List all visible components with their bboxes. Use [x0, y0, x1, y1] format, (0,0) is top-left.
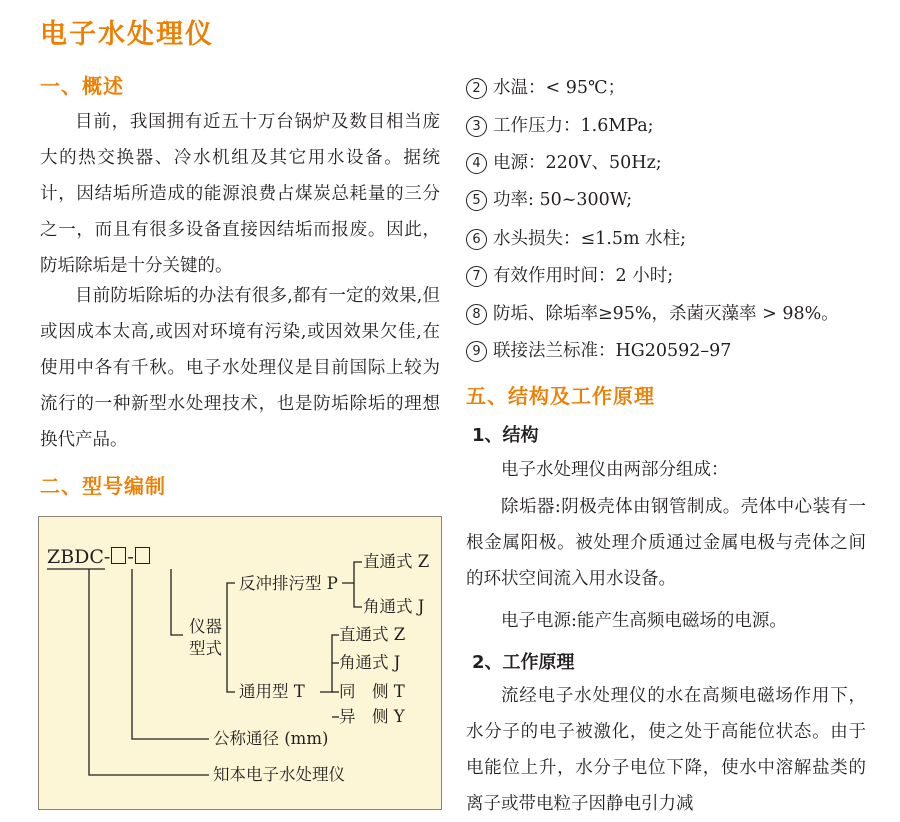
spec-text: 防垢、除垢率≥95%，杀菌灭藻率 > 98%。 — [493, 304, 839, 324]
circled-number: 5 — [466, 190, 487, 211]
circled-number: 8 — [466, 304, 487, 325]
circled-number: 9 — [466, 341, 487, 362]
label-same-side: 同 侧 T — [339, 682, 405, 701]
spec-item — [466, 304, 839, 325]
label-backflush: 反冲排污型 P — [239, 574, 338, 593]
spec-item — [466, 153, 662, 174]
spec-text: 电源：220V、50Hz; — [493, 153, 662, 173]
structure-paragraph-2: 除垢器:阴极壳体由钢管制成。壳体中心装有一根金属阳极。被处理介质通过金属电极与壳体之间的环状空间流入用水设备。 — [466, 497, 866, 589]
label-instrument: 仪器 — [189, 617, 222, 636]
structure-subheading: 1、结构 — [472, 425, 539, 446]
circled-number: 4 — [466, 153, 487, 174]
principle-subheading: 2、工作原理 — [472, 652, 575, 673]
overview-paragraph-1: 目前，我国拥有近五十万台锅炉及数目相当庞大的热交换器、冷水机组及其它用水设备。据统计，因结垢所造成的能源浪费占煤炭总耗量的三分之一，而且有很多设备直接因结垢而报废。因此，防垢除垢是十分关键的。 — [40, 112, 440, 276]
label-straight-z-2: 直通式 Z — [339, 625, 406, 644]
label-nominal: 公称通径 (mm) — [213, 729, 329, 748]
label-type-form: 型式 — [189, 639, 222, 658]
model-code — [47, 547, 151, 567]
circled-number: 7 — [466, 266, 487, 287]
spec-text: 水温：< 95℃； — [493, 78, 626, 98]
structure-paragraph-1: 电子水处理仪由两部分组成： — [501, 460, 729, 480]
structure-heading: 五、结构及工作原理 — [466, 384, 655, 408]
spec-item — [466, 341, 731, 362]
spec-item — [466, 229, 686, 250]
overview-paragraph-2: 目前防垢除垢的办法有很多,都有一定的效果,但或因成本太高,或因对环境有污染,或因效果欠佳,在使用中各有千秋。电子水处理仪是目前国际上较为流行的一种新型水处理技术，也是防垢除垢的理想换代产品。 — [40, 286, 440, 450]
principle-paragraph: 流经电子水处理仪的水在高频电磁场作用下，水分子的电子被激化，使之处于高能位状态。由于电能位上升，水分子电位下降，使水中溶解盐类的离子或带电粒子因静电引力减 — [466, 686, 866, 814]
model-code-diagram — [38, 516, 442, 810]
circled-number: 3 — [466, 116, 487, 137]
spec-item — [466, 266, 673, 287]
model-code-dash: - — [127, 546, 134, 568]
placeholder-box-1 — [111, 547, 126, 564]
label-diff-side: 异 侧 Y — [339, 707, 405, 726]
label-angle-j-2: 角通式 J — [339, 653, 401, 672]
circled-number: 2 — [466, 78, 487, 99]
spec-text: 联接法兰标准：HG20592–97 — [493, 341, 732, 361]
spec-item — [466, 116, 654, 137]
model-heading: 二、型号编制 — [40, 474, 166, 498]
placeholder-box-2 — [135, 547, 150, 564]
spec-item — [466, 78, 625, 99]
page-title: 电子水处理仪 — [40, 19, 214, 50]
spec-text: 水头损失：≤1.5m 水柱; — [493, 229, 687, 249]
label-name: 知本电子水处理仪 — [213, 765, 345, 784]
model-code-prefix: ZBDC- — [47, 546, 111, 568]
label-general: 通用型 T — [239, 682, 305, 701]
spec-item — [466, 190, 632, 211]
spec-text: 有效作用时间：2 小时; — [493, 266, 674, 286]
overview-heading: 一、概述 — [40, 74, 124, 98]
spec-text: 工作压力：1.6MPa; — [493, 116, 654, 136]
spec-text: 功率: 50~300W; — [493, 190, 633, 210]
structure-paragraph-3: 电子电源:能产生高频电磁场的电源。 — [501, 611, 787, 631]
label-angle-j-1: 角通式 J — [363, 597, 425, 616]
label-straight-z-1: 直通式 Z — [363, 552, 430, 571]
circled-number: 6 — [466, 229, 487, 250]
